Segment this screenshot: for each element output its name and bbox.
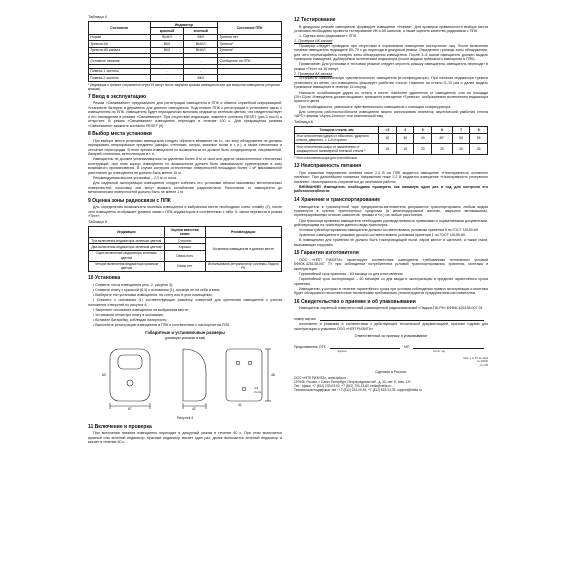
section-15-title: 15 Гарантии изготовителя xyxy=(294,250,359,257)
list-item: • Установите печатную плату в основание; xyxy=(93,312,164,317)
cell: ВКЛ xyxy=(184,34,218,40)
table6-head: 7 xyxy=(452,127,470,133)
dim-label: 41 xyxy=(238,403,242,408)
detector-drawing xyxy=(88,343,282,413)
cell: ВКЛ xyxy=(184,75,218,81)
cell: Тревога* xyxy=(218,47,282,53)
list-item: • Вставьте батарейку, соблюдая полярность; xyxy=(93,317,168,322)
cell: 30 xyxy=(379,133,397,144)
table5 xyxy=(88,226,282,272)
cell: Помеха 2 частоты xyxy=(89,75,151,81)
section-8-title: 8 Выбор места установки xyxy=(88,131,152,138)
section-11-title: 11 Включение и проверка xyxy=(88,423,152,430)
cell: 20 xyxy=(414,144,432,155)
cell: - xyxy=(150,75,184,81)
made-in-russia: Сделано в России. xyxy=(375,369,407,374)
ak-subtitle: 2. Проверка АК канала xyxy=(294,71,333,76)
section-8-text: Рекомендуемая высота установки – 2,3 м от пола. xyxy=(93,175,178,180)
cell: Угол отклонения шара от закаленного и защищенного полимерной пленкой стекла * xyxy=(295,144,379,155)
table6-head: 6 xyxy=(432,127,453,133)
lens-circle xyxy=(127,380,133,386)
cell: 25 xyxy=(432,144,453,155)
cell: Связи нет xyxy=(164,261,205,272)
dim-label: 67 xyxy=(128,407,132,412)
figure-caption: Рисунок 4 xyxy=(176,416,194,421)
table5-head-quality: Оценка качества связи xyxy=(164,227,205,238)
cell: ВКЛ xyxy=(150,41,184,47)
section-14-text: Хранение извещателя в упаковке должно соответствовать условиям хранения 1 по ГОСТ 15150-69. xyxy=(299,233,467,238)
signature-caption: подпись xyxy=(336,349,347,353)
cell: - xyxy=(184,68,218,74)
table4-caption: Таблица 4 xyxy=(88,14,108,19)
cell: ВЫКЛ xyxy=(184,47,218,53)
list-item: • Снимите плату с крышкой (6.3) с основания (1), потянув ее на себя и вниз; xyxy=(93,288,221,293)
table4-note: * Индикация о тревоге сохраняется через 15 минут после закрытия крышки извещателя или при вскрытии извещателя (открытии крышки). xyxy=(88,82,280,91)
cell: Три включения индикатора зеленым цветом xyxy=(89,237,165,243)
table6-head: 8 xyxy=(470,127,488,133)
table-row xyxy=(89,75,282,81)
section-7-text: Режим «Свежевание» предназначен для регистрации извещателя в ППК и обмена служебной информацией. Установите батарею в держатель для данного извещателя. Подготовьте ППК к регистрации и установите связь с извещателем по ППК. Извещатель будет периодически включать индикатор зеленым цветом, что свидетельствует о его нахождении в режиме «Свежевание». При отсутствии индикации, замените контакты RESET (рис.3 поз.9) и отпустите. В режим «Свежевание» извещатель переходит в течение 100 с. Для прекращения режима «Свежевания» замкните контакты RESET (9). xyxy=(88,101,282,128)
cell: Связь есть xyxy=(164,250,205,261)
cell: 15 xyxy=(396,144,414,155)
section-13-text: При снижении напряжения питания ниже 2,4 В на ППК выдается извещение «Неисправность основного питания». При дальнейшем снижении напряжения ниже 2,2 В выдается извещение «Неисправность резервного питания». Неисправность сохраняется до окончания работы. xyxy=(294,170,488,184)
section-15-text: Гарантийный срок эксплуатации – 60 месяцев со дня ввода в эксплуатацию в пределах гарантийного срока хранения. xyxy=(294,277,488,286)
company-contacts: Тел.: (факс: +7 (812) 233-03-02, +7 (812) 703-13-60, rielta@rielta.ru xyxy=(294,384,392,389)
list-item: • Снимите лоток извещателя (поз. 2, рисунок 3); xyxy=(93,282,174,287)
section-14-text: В помещениях для хранения не должно быть токопроводящей пыли, паров кислот и щелочей, а также газов, вызывающих коррозию. xyxy=(294,238,488,247)
section-14-title: 14 Хранение и транспортирование xyxy=(294,196,381,203)
list-item: • Выберите тип установки извещателя: на стену или в угол помещения; xyxy=(93,293,213,298)
right-column xyxy=(294,14,488,392)
section-9-title: 9 Оценка зоны радиосвязи с ППК xyxy=(88,197,171,204)
section-10-title: 10 Установка xyxy=(88,275,121,282)
otk-signature-line xyxy=(294,345,488,349)
sheet-number: стр 2/8 xyxy=(479,363,488,367)
cell: Четыре включения индикатора красным цветом xyxy=(89,261,165,272)
cell: ВЫКЛ xyxy=(150,34,184,40)
section-16-title: 16 Свидетельство о приемке и об упаковывании xyxy=(294,298,416,305)
signature-captions xyxy=(294,350,488,353)
cell: Сообщение на ППК xyxy=(218,58,282,64)
ak-text: При необходимости, уменьшите чувствительность извещателя с помощью конфигуратора. xyxy=(299,104,452,109)
section-16-text: Извещатель охранный поверхностный совмещенный радиоканальный «Ладога-ПБ-РК» БФЮК.425138.007-01 xyxy=(299,306,483,311)
cell: Угол отклонения удара от обычного, ударного стекла, дверного, с 1-й стороны xyxy=(295,133,379,144)
table6-head: Толщина стекла, мм xyxy=(295,127,379,133)
table6-note: * Угол отклонения шара для стеклоблоков xyxy=(294,156,357,160)
dimension-drawing xyxy=(88,343,282,413)
ik-text: Проверку следует проводить при отсутствии в охраняемом помещении посторонних лиц. После включения питания извещателя подождите 60–70 с до перехода в дежурный режим. Определите границы зоны обнаружения, для чего перемещайтесь поперек зоны обнаружения извещателя. После 3–5 шагов извещатель должен выдать тревожное извещение, дублируемое включением индикатора (после выдачи тревожного извещения в ППК). xyxy=(294,43,488,62)
cell: 30 xyxy=(452,144,470,155)
cell: - xyxy=(150,68,184,74)
cell: Использовать ретранслятор системы Ладога РК xyxy=(205,261,281,272)
cell: - xyxy=(184,58,218,64)
cell: Основное питание xyxy=(89,58,151,64)
batch-number-line xyxy=(294,317,488,321)
table4-head-ppk: Состояние ППК xyxy=(218,22,282,35)
ik-subtitle: 1. Проверка ИК канала xyxy=(294,39,333,44)
section-12-title: 12 Тестирование xyxy=(294,17,336,23)
section-12-text: 1. Оценка зоны радиосвязи с ППК. xyxy=(299,34,358,39)
table-row xyxy=(89,261,282,272)
cell: Одно включение индикатора зеленым цветом xyxy=(89,250,165,261)
document-page xyxy=(88,14,488,562)
table6-head: 4 xyxy=(396,127,414,133)
table-row xyxy=(295,133,488,144)
cell: Отлично xyxy=(164,237,205,243)
left-column xyxy=(88,14,282,446)
table6 xyxy=(294,126,488,155)
ak-text: Установите максимальную чувствительность извещателя (в конфигураторе). При наличии индикатора тревоги установите из меню, что извещатель фиксирует разбитие стекла. Нажмите на стекло 5–10 раз и далее выдать тревожное извещение в течение 15 секунд. xyxy=(294,76,488,90)
cell: 35 xyxy=(396,133,414,144)
dim-label: 2 отв. xyxy=(254,390,262,395)
revision: Изм. 1 от 07.11.2022 xyxy=(463,357,488,361)
list-item: • Выполните регистрацию извещателя в ППК в соответствии с паспортом на ППК. xyxy=(93,323,231,328)
cell: Установка извещателя в данном месте xyxy=(205,237,281,261)
dim-label: 60 xyxy=(102,373,106,378)
cell: 55 xyxy=(470,133,488,144)
dim-label: 42 xyxy=(192,407,196,412)
cell: Помеха 1 частоты xyxy=(89,68,151,74)
detector-side-outline xyxy=(183,349,206,401)
cell: 50 xyxy=(452,133,470,144)
section-9-text: Для определения возможности монтажа извещателя в выбранном месте необходимо снять пломбу (2), после чего извещатель отображает уровень связи с ППК индикатором в соответствии с табл. 5, затем перевести в режим «Тест». xyxy=(88,205,282,219)
batch-number-label: номер партии xyxy=(294,316,316,321)
list-item: • Закрепите основание извещателя на выбранном месте; xyxy=(93,307,189,312)
section-16-text: изготовлен и упакован в соответствии с действующей технической документацией, признан годным для эксплуатации и упакован ООО «НПП РИЗИТА». xyxy=(294,322,488,331)
section-15-text: ООО «НПП РИЗИТА» гарантирует соответствие извещателя требованиям технических условий БФЮК.425138.007 ТУ при соблюдении потребителем условий транспортирования, хранения, монтажа и эксплуатации. xyxy=(294,258,488,271)
cell: 15 xyxy=(379,144,397,155)
dimensions-subtitle: (размеры указаны в мм) xyxy=(164,335,206,340)
table4-head-green: зеленый xyxy=(184,28,218,34)
dim-label: 48 xyxy=(271,373,275,378)
cell: Тревога АК xyxy=(89,41,151,47)
cell: ВЫКЛ xyxy=(184,41,218,47)
ak-text: Наносите ослабляющие удары по стеклу в месте, наиболее удаленном от извещателя, или на площади (20×11)см. Извещатель должен выдавать тревожное извещение «Тревога», отображаемое включением индикатора красного цвета. xyxy=(294,90,488,104)
cell: Два включения индикатора зеленым цветом xyxy=(89,244,165,250)
otk-label: Представитель ОТК xyxy=(294,344,326,349)
doc-number: № 00000 xyxy=(477,360,488,364)
ik-text: Примечание: Для установки в тестовом режиме следует опустить крышку извещателя, извещатель переходит в режим «Тест» на 15 минут. xyxy=(294,62,488,71)
section-14-text: При транспортировании извещатели необходимо руководствоваться правилами и нормативными документами, действующими на транспорте данного вида транспорта. xyxy=(294,218,488,228)
table5-caption: Таблица 5 xyxy=(88,219,108,225)
cell: 35 xyxy=(470,144,488,155)
dim-label: 4,5 xyxy=(254,386,259,391)
cell xyxy=(218,75,282,81)
company-address: 197046, Россия, г. Санкт-Петербург, Петроградская наб., д. 34, лит. Б, пом. 1-Н xyxy=(294,380,411,385)
cell: Тревога* xyxy=(218,41,282,47)
company-name: ООО «НПП РИЗИТА», www.rielta.ru xyxy=(294,376,347,381)
section-13-title: 13 Неисправность питания xyxy=(294,163,362,169)
date-caption: число, год xyxy=(432,349,446,353)
section-8-text: При выборе места установки извещателя следует обратить внимание на то, что зону обнаружения не должны перекрывать непрозрачные предметы (шкафы, стеллажи, шторы, книжные полки и т. п.), а также стеклянные и сетчатые перегородки. В поле зрения извещателя по возможности не должно быть кондиционеров, нагревателей, батарей отопления, вентиляторов и т. п. xyxy=(88,138,282,157)
table4-head-state: Состояние xyxy=(89,22,151,35)
cell: Тревога ИК канала xyxy=(89,47,151,53)
detector-front-outline xyxy=(110,349,150,401)
cell: Норма xyxy=(89,34,151,40)
sensor-window xyxy=(118,355,142,369)
company-support: Техническая поддержка: тел.: +7 (812) 233-29-53, +7 (812) 615-13-33, support@rielta.ru xyxy=(294,388,422,393)
table6-head: <3 xyxy=(379,127,397,133)
table6-caption: Таблица 6 xyxy=(294,119,314,125)
stamp-label: МП xyxy=(404,344,410,349)
cell: Хорошо xyxy=(164,244,205,250)
responsible-label: Ответственный за приемку и упаковывание xyxy=(354,334,428,339)
section-8-text: Извещатель не должен устанавливаться на удалении более 6 м от окон или других незаполненных стеклянных конструкций, при этом корпус извещателя по возможности должен быть максимально ориентирован в зону возможного проникновения. В случае контроля остекленных поверхностей площадью более 1 м² максимальное расстояние до извещателя не должно быть менее 10 м. xyxy=(88,157,282,175)
section-13-warning: ВНИМАНИЕ! Извещатель необходимо проверять как минимум один раз в год для контроля его работоспособности. xyxy=(294,184,488,194)
section-8-text: Для надежной эксплуатации извещателя следует избегать его установки вблизи массивных металлических поверхностей, поскольку они могут вызвать ослабление радиосигнала. Расстояние от извещателя до металлических поверхностей должно быть не менее 1 м. xyxy=(88,181,282,195)
revision-block xyxy=(294,357,488,367)
list-item: • Снимите с основания (1) соответствующие разметку отверстий для крепления извещателя с учетом положения отверстий по рисунок 4; xyxy=(88,298,282,307)
cell: 40 xyxy=(414,133,432,144)
table4 xyxy=(88,21,282,82)
ak-text: Для контроля работоспособности извещателя можно использовать имитатор акустический разбития стекла «АРС» фирмы «Аргус-Спектр» или аналогичный ему. xyxy=(294,109,488,119)
section-7-title: 7 Ввод в эксплуатацию xyxy=(88,93,147,100)
cell: Тревоги нет xyxy=(218,34,282,40)
cell: 45° xyxy=(432,133,453,144)
table4-head-red: красный xyxy=(150,28,184,34)
section-15-text: Извещатели, у которых в течение гарантийного срока при условии соблюдения правил эксплуатации и монтажа будет обнаружено несоответствие техническим требованиям, ремонтируются предприятием-изготовителем. xyxy=(294,286,488,296)
cell: ВКЛ xyxy=(150,47,184,53)
table6-head: 5 xyxy=(414,127,432,133)
section-12-text: В дежурном режиме извещатель формирует извещение «Норма». Для проверки правильности выбора места установки необходимо провести тестирование ИК и АК каналов, а также оценить качество радиосвязи с ППК. xyxy=(294,24,488,34)
dimensions-title: Габаритные и установочные размеры xyxy=(145,329,225,335)
cell: - xyxy=(150,58,184,64)
table5-head-rec: Рекомендации xyxy=(205,227,281,238)
section-11-text: При включении питания извещатель переходит в дежурный режим в течение 60 с. При этом включается красный или зеленый индикатор. Красный индикатор мигает один раз, далее включается зеленый индикатор и мигает в течение 60 с. xyxy=(88,431,282,445)
table4-head-indicator: Индикатор xyxy=(150,22,218,28)
table5-head-ind: Индикация xyxy=(89,227,165,238)
section-14-text: Извещатель в транспортной таре предприятия-изготовителя допускается транспортировать любым видом транспорта в крытых транспортных средствах (в железнодорожных вагонах, закрытых автомашинах, герметизированных отсеках самолетов, трюмах и т.п.) на любые расстояния. xyxy=(294,204,488,218)
table-row xyxy=(295,144,488,155)
section-14-text: Условия транспортирования извещателя должны соответствовать условиям хранения 5 по ГОСТ 15150-69. xyxy=(299,228,480,233)
section-15-text: Гарантийный срок хранения – 63 месяца со дня изготовления. xyxy=(299,272,404,277)
